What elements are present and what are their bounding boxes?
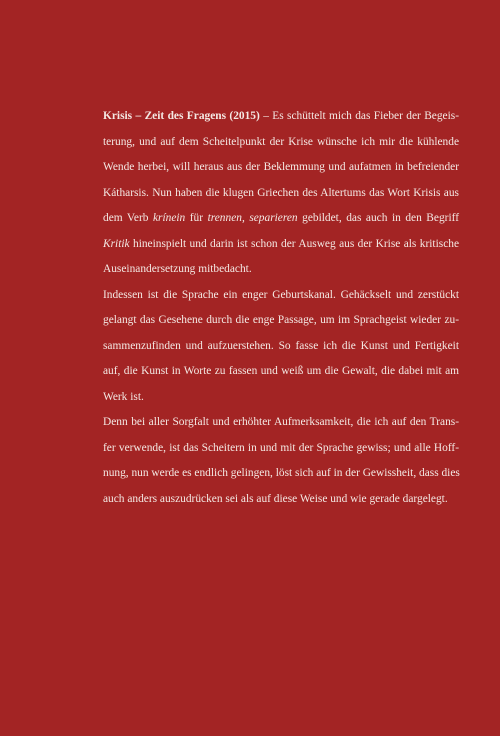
body-text xyxy=(103,104,459,512)
section-title: Krisis – Zeit des Fragens (2015) xyxy=(103,110,260,122)
text-line: Werk ist. xyxy=(103,390,144,403)
text-line: auch anders auszudrücken sei als auf diese Weise und wie gerade dargelegt. xyxy=(103,492,448,505)
italic-term: krínein xyxy=(152,212,186,224)
paragraph-krisis xyxy=(103,104,459,283)
text-line: Indessen ist die Sprache ein enger Geburtskanal. Gehäckselt und zerstückt xyxy=(103,288,459,301)
text-line xyxy=(103,206,459,232)
text-line: gelangt das Gesehene durch die enge Passage, um im Sprachgeist wieder zu- xyxy=(103,314,459,326)
line-text: hineinspielt und darin ist schon der Ausweg aus der Krise als kritische xyxy=(129,237,459,250)
line-text: für xyxy=(185,212,208,224)
text-line: Denn bei aller Sorgfalt und erhöhter Aufmerksamkeit, die ich auf den Trans- xyxy=(103,416,459,428)
line-text: gebildet, das auch in den Begriff xyxy=(297,212,459,224)
text-line xyxy=(103,232,459,258)
text-line: Wende herbei, will heraus aus der Beklemmung und aufatmen in befreiender xyxy=(103,161,459,173)
line-text: dem Verb xyxy=(103,212,153,224)
text-line: Auseinandersetzung mitbedacht. xyxy=(103,263,252,275)
italic-term: Kritik xyxy=(103,237,130,250)
paragraph-sprache xyxy=(103,283,459,411)
text-line: sammenzufinden und aufzuerstehen. So fasse ich die Kunst und Fertigkeit xyxy=(103,339,459,352)
text-line xyxy=(103,104,459,130)
line-text: – Es schüttelt mich das Fieber der Begeis- xyxy=(259,110,460,122)
text-line: auf, die Kunst in Worte zu fassen und weiß um die Gewalt, die dabei mit am xyxy=(103,365,459,377)
text-line: fer verwende, ist das Scheitern in und mit der Sprache gewiss; und alle Hoff- xyxy=(103,441,459,454)
text-line: Kátharsis. Nun haben die klugen Griechen des Altertums das Wort Krisis aus xyxy=(103,186,459,199)
italic-term: trennen, separieren xyxy=(207,212,298,224)
paragraph-scheitern xyxy=(103,410,459,512)
text-line: nung, nun werde es endlich gelingen, löst sich auf in der Gewissheit, dass dies xyxy=(103,467,460,479)
text-line: terung, und auf dem Scheitelpunkt der Krise wünsche ich mir die kühlende xyxy=(103,135,459,148)
